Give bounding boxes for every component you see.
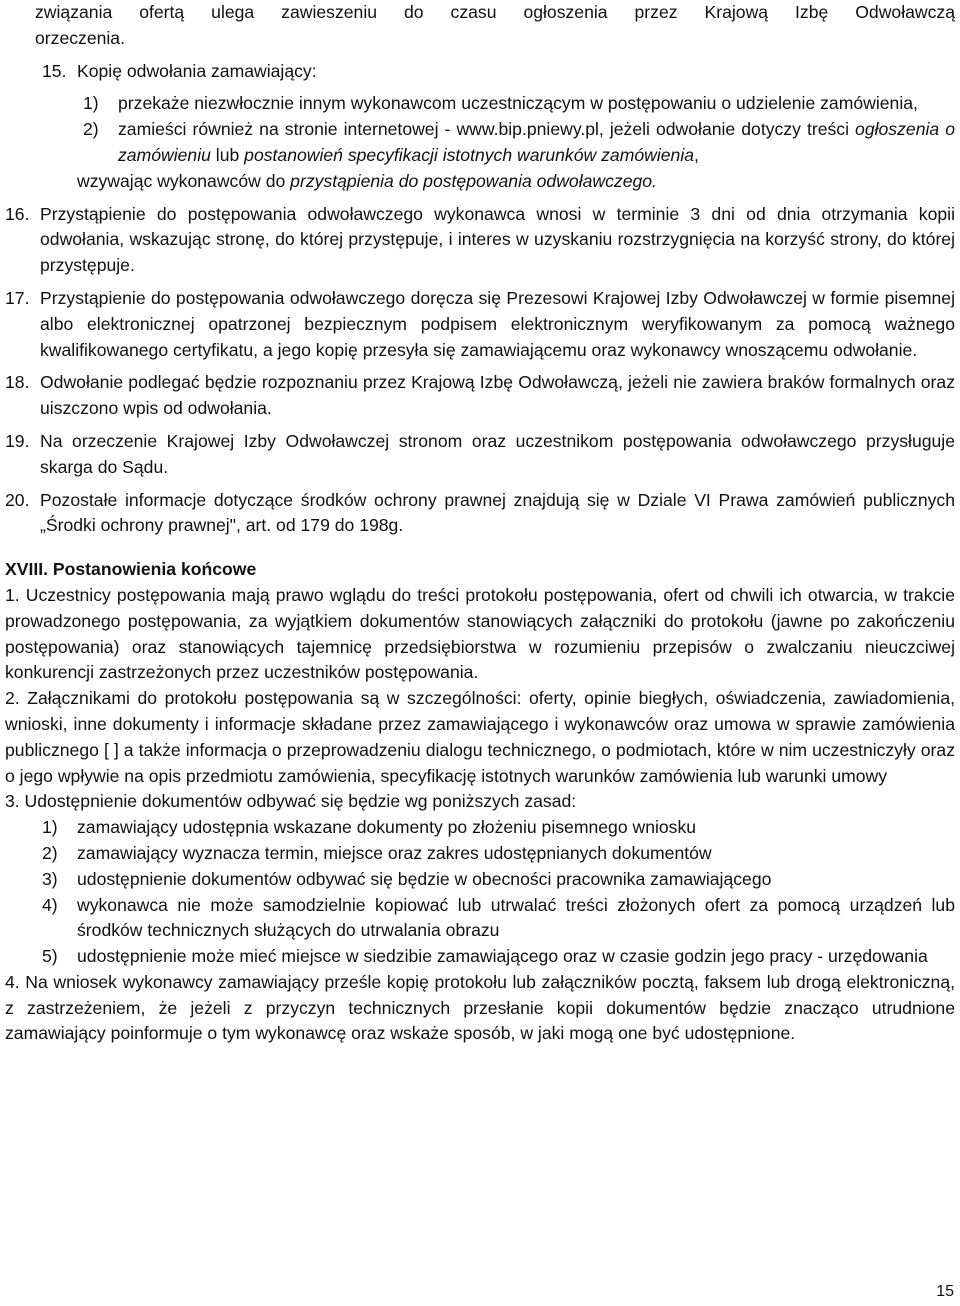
point-number: 18. [5, 372, 30, 393]
point-15 [5, 59, 955, 85]
item-number: 2) [42, 842, 58, 863]
item-number: 4) [42, 894, 58, 915]
item-text: udostępnienie może mieć miejsce w siedzibie zamawiającego oraz w czasie godzin jego pracy - urzędowania [77, 946, 928, 967]
point-text: Na orzeczenie Krajowej Izby Odwoławczej stronom oraz uczestnikom postępowania odwoławczego przysługuje skarga do Sądu. [40, 430, 955, 477]
paragraph-text: związania ofertą ulega zawieszeniu do czasu ogłoszenia przez Krajową Izbę Odwoławczą [35, 2, 955, 22]
item-text: przekaże niezwłocznie innym wykonawcom uczestniczącym w postępowaniu o udzielenie zamówienia, [118, 93, 918, 114]
point-19 [5, 429, 955, 481]
point-15-item-1 [5, 91, 955, 117]
continued-paragraph-end [5, 26, 955, 52]
item-text: zamawiający udostępnia wskazane dokumenty po złożeniu pisemnego wniosku [77, 817, 697, 838]
point-15-item-2 [5, 117, 955, 169]
point-text: Kopię odwołania zamawiający: [77, 60, 317, 81]
item-text-italic: postanowień specyfikacji istotnych warunków zamówienia [244, 144, 695, 165]
point-text: Pozostałe informacje dotyczące środków ochrony prawnej znajdują się w Dziale VI Prawa zamówień publicznych „Środki ochrony prawnej", art. od 179 do 198g. [40, 489, 955, 536]
item-text-italic: ogłoszenia o zamówieniu [118, 119, 956, 165]
paragraph-text-italic: przystąpienia do postępowania odwoławczego. [290, 170, 657, 191]
point-number: 19. [5, 430, 30, 451]
access-rule-2 [5, 841, 955, 867]
continued-paragraph [5, 0, 955, 26]
item-text: zamawiający wyznacza termin, miejsce oraz zakres udostępnianych dokumentów [77, 842, 712, 863]
item-text: zamieści również na stronie internetowej - www.bip.pniewy.pl, jeżeli odwołanie dotyczy treści [118, 119, 856, 140]
point-number: 17. [5, 287, 30, 308]
section-paragraph-4: 4. Na wniosek wykonawcy zamawiający prześle kopię protokołu lub załączników pocztą, faksem lub drogą elektroniczną, z zastrzeżeniem, że jeżeli z przyczyn technicznych przesłanie kopii dokumentów będzie znacząco utrudnione zamawiający poinformuje o tym wykonawcę oraz wskaże sposób, w jaki mogą one być udostępnione. [5, 971, 955, 1044]
paragraph-text: wzywając wykonawców do [77, 170, 291, 191]
item-number: 5) [42, 946, 58, 967]
section-heading: XVIII. Postanowienia końcowe [5, 559, 257, 580]
item-text: , [694, 144, 699, 165]
section-paragraph-2: 2. Załącznikami do protokołu postępowania są w szczególności: oferty, opinie biegłych, oświadczenia, zawiadomienia, wnioski, inne dokumenty i informacje składane przez zamawiającego i wykonawców oraz umowa w sprawie zamówienia publicznego [ ] a także informacja o przeprowadzeniu dialogu technicznego, o podmiotach, które w nim uczestniczyły oraz o jego wpływie na opis przedmiotu zamówienia, specyfikację istotnych warunków zamówienia lub warunki umowy [5, 688, 955, 786]
access-rule-1 [5, 815, 955, 841]
section-paragraph-1: 1. Uczestnicy postępowania mają prawo wglądu do treści protokołu postępowania, ofert od chwili ich otwarcia, w trakcie prowadzonego postępowania, za wyjątkiem dokumentów stanowiących załączniki do protokołu (jawne po zakończeniu postępowania) oraz stanowiących tajemnicę przedsiębiorstwa w rozumieniu przepisów o zwalczaniu nieuczciwej konkurencji zastrzeżonych przez uczestników postępowania. [5, 584, 955, 683]
access-rule-3 [5, 867, 955, 893]
access-rule-5 [5, 944, 955, 970]
point-text: Przystąpienie do postępowania odwoławczego doręcza się Prezesowi Krajowej Izby Odwoławczej w formie pisemnej albo elektronicznej opatrzonej bezpiecznym podpisem elektronicznym weryfikowanym za pomocą ważnego kwalifikowanego certyfikatu, a jego kopię przesyła się zamawiającemu oraz wykonawcy wnoszącemu odwołanie. [40, 287, 955, 360]
point-20 [5, 488, 955, 540]
point-18 [5, 370, 955, 422]
paragraph-text: orzeczenia. [35, 27, 125, 48]
point-text: Odwołanie podlegać będzie rozpoznaniu przez Krajową Izbę Odwoławczą, jeżeli nie zawiera braków formalnych oraz uiszczono wpis od odwołania. [40, 372, 955, 419]
point-16 [5, 202, 955, 279]
page-number: 15 [936, 1283, 954, 1300]
item-number: 3) [42, 868, 58, 889]
point-number: 15. [42, 60, 67, 81]
point-17 [5, 286, 955, 363]
point-number: 16. [5, 203, 30, 224]
document-page [5, 0, 955, 1047]
point-15-after [5, 169, 955, 195]
item-text: udostępnienie dokumentów odbywać się będzie w obecności pracownika zamawiającego [77, 868, 772, 889]
item-number: 1) [83, 93, 99, 114]
item-text: lub [210, 144, 245, 165]
item-number: 1) [42, 817, 58, 838]
section-paragraph-3: 3. Udostępnienie dokumentów odbywać się będzie wg poniższych zasad: [5, 791, 577, 812]
access-rule-4 [5, 893, 955, 945]
item-text: wykonawca nie może samodzielnie kopiować lub utrwalać treści złożonych ofert za pomocą urządzeń lub środków technicznych służących do utrwalania obrazu [77, 894, 955, 941]
item-number: 2) [83, 119, 99, 140]
point-number: 20. [5, 489, 30, 510]
point-text: Przystąpienie do postępowania odwoławczego wykonawca wnosi w terminie 3 dni od dnia otrzymania kopii odwołania, wskazując stronę, do której przystępuje, i interes w uzyskaniu rozstrzygnięcia na korzyść strony, do której przystępuje. [40, 203, 955, 276]
